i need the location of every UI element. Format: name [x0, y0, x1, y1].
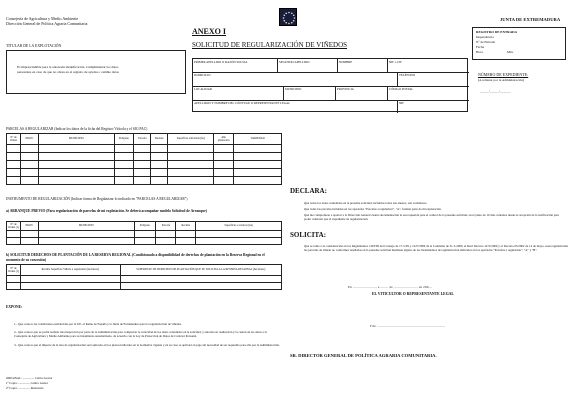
titular-note-2: personales en caso de que no obren en el registro de ayudas o cambie datos — [17, 70, 119, 74]
titular-box — [6, 50, 186, 94]
parcelas-title: PARCELAS A REGULARIZAR (Indicar los datos de la ficha del Registro Vitícola y el SIG PAC) — [6, 127, 148, 131]
arranque-header-poligono: Polígono — [134, 222, 156, 231]
field-municipio[interactable]: MUNICIPIO — [285, 87, 302, 91]
footer-note-original: ORIGINAL: ............... Centro Gestor — [6, 376, 53, 380]
reserva-header-derechos: SUPERFICIE DE DERECHOS DE PLANTACIÓN QUE SE SOLICITA A LA RESERVA REGIONAL (hectáreas) — [120, 265, 281, 276]
declara-item-2: Que todas las parcelas incluidas en los apartados "Parcelas a regularizar", "A", forman parte de mi explotación. — [304, 207, 442, 211]
eu-stars-icon — [280, 9, 298, 27]
table-row[interactable] — [7, 145, 282, 153]
table-row[interactable] — [7, 169, 282, 177]
registry-title: REGISTRO DE ENTRADA — [476, 30, 518, 34]
instrumento-title: INSTRUMENTO DE REGULARIZACIÓN (Indicar forma de Regularizar lo indicado en "PARCELAS A REGULARIZAR") — [6, 197, 188, 201]
parcelas-header-variedad: VARIEDAD — [234, 134, 282, 145]
arranque-header-recinto: Recinto — [176, 222, 196, 231]
field-nombre[interactable]: NOMBRE — [339, 60, 353, 64]
signature-label: EL VITICULTOR O REPRESENTANTE LEGAL — [372, 292, 454, 296]
parcelas-header-anio: Año plantación — [214, 134, 234, 145]
annex-title: ANEXO I — [192, 27, 227, 36]
declara-title: DECLARA: — [290, 187, 327, 195]
table-row[interactable] — [7, 276, 282, 283]
parcelas-header-orden: Nº de Orden — [7, 134, 21, 145]
footer-note-copia-1: 1ª Copia: ............... Centro Gestor — [6, 381, 49, 385]
arranque-header-orden: Nº de Orden (1) — [8, 222, 19, 229]
reserva-header-orden: Nº de Orden (1) — [7, 265, 21, 276]
field-representante[interactable]: APELLIDOS Y NOMBRE DEL CÓNYUGE O REPRESENTANTE LEGAL — [194, 101, 291, 105]
table-row[interactable] — [7, 161, 282, 169]
field-domicilio[interactable]: DOMICILIO — [194, 73, 211, 77]
parcelas-header-poligono: Polígono — [114, 134, 134, 145]
registry-box — [472, 27, 566, 60]
arranque-title: a) ARRANQUE PREVIO (Para regularización de parcelas de mi explotación. Se deberá acompañar modelo Solicitud de Arranque) — [6, 209, 207, 213]
declara-item-3: Que me comprometo a aportar a la Dirección General cuanta documentación le sea requerida para el control de la presente solicitud, en el plazo de 10 días contados desde la recepción de la notificación para poder constatar que el expediente de regularización. — [304, 213, 560, 221]
expediente-field[interactable]: _____/_____/______ — [480, 89, 511, 93]
page-title: SOLICITUD DE REGULARIZACIÓN DE VIÑEDOS — [192, 41, 348, 49]
parcelas-header-parcela: Parcela — [134, 134, 151, 145]
field-provincia[interactable]: PROVINCIA — [337, 87, 354, 91]
registry-dependencia: Dependencia — [476, 35, 494, 39]
table-row[interactable] — [7, 231, 282, 238]
reserva-header-superficie-vinedo: Recinto Superficie Viñedo a regularizar (hectáreas) — [20, 265, 120, 276]
addressee: SR. DIRECTOR GENERAL DE POLÍTICA AGRARIA COMUNITARIA. — [290, 353, 437, 358]
registry-minutes: Min. — [507, 50, 514, 54]
table-row[interactable] — [7, 283, 282, 290]
declara-item-1: Que todos los datos contenidos en la presente solicitud, incluidos todos sus anexos, son verdaderos. — [304, 201, 428, 205]
place-date-line[interactable]: En ......................., a ........ de ........................ de 200.... — [348, 285, 433, 289]
field-primer-apellido[interactable]: PRIMER APELLIDO O RAZÓN SOCIAL — [194, 60, 248, 64]
field-telefono[interactable]: TELÉFONO — [399, 73, 415, 77]
parcelas-header-prov: PROV. — [20, 134, 38, 145]
arranque-header-prov: PROV. — [20, 222, 38, 231]
arranque-header-municipio: MUNICIPIO — [38, 222, 134, 231]
titular-note-1: Es imprescindible para la adecuada identificación. Cumplimentar los datos — [17, 65, 119, 69]
registry-hour: Hora — [476, 50, 483, 54]
org-line-1: Consejería de Agricultura y Medio Ambiente — [6, 16, 79, 21]
table-row[interactable] — [7, 177, 282, 185]
signature-field[interactable]: Fdo: .................................................................... — [370, 324, 446, 328]
solicita-text: Que se tome a la consideración en los Reglamentos 1493/99 del Consejo de 17-5-99 y 1227/2000 de la Comisión de 31-5-2000, el Real Decreto 1472/2000 y el Decreto 65/2002 de 14 de mayo, sean regularizadas las parcelas de viñedo no conformes reseñadas en la presente solicitud mediante alguno de los instrumentos de regularización indicados en los apartados "Parcelas a regularizar", "A" y "B". — [304, 244, 568, 252]
eu-emblem — [279, 8, 297, 26]
footer-note-copia-2: 2ª Copia: ............... Interesado — [6, 386, 44, 390]
arranque-table — [6, 221, 282, 245]
field-segundo-apellido[interactable]: SEGUNDO APELLIDO — [279, 60, 310, 64]
arranque-header-parcela: Parcela — [156, 222, 176, 231]
expone-item-1: 1.- Que conoce las condiciones establecidas por la UE, el Reino de España y la Junta de Extremadura para la regularización de viñedos. — [14, 322, 182, 326]
table-row[interactable] — [7, 153, 282, 161]
reserva-table — [6, 264, 282, 290]
expone-item-3: 3.- Que conoce que el importe de la tasa de regularización será aplicado en los plazos indicados en la normativa vigente y en su caso se aplicará el pago sin necesidad de ser requerido para ello por la Administración. — [14, 343, 280, 347]
field-nif-cif[interactable]: NIF o CIF — [389, 60, 402, 64]
junta-label: JUNTA DE EXTREMADURA — [500, 17, 561, 22]
expediente-label: NÚMERO DE EXPEDIENTE: — [478, 72, 529, 77]
arranque-header-superficie: Superficie a arrancar (ha) — [196, 222, 282, 231]
table-row[interactable] — [7, 238, 282, 245]
parcelas-header-recinto: Recinto — [151, 134, 168, 145]
field-localidad[interactable]: LOCALIDAD — [194, 87, 213, 91]
parcelas-header-municipio: MUNICIPIO — [38, 134, 114, 145]
personal-data-grid — [192, 58, 468, 112]
expone-title: EXPONE: — [6, 305, 23, 309]
field-representante-nif[interactable]: NIF — [399, 101, 404, 105]
solicita-title: SOLICITA: — [290, 231, 327, 239]
parcelas-table — [6, 133, 282, 185]
titular-title: TITULAR DE LA EXPLOTACIÓN — [6, 44, 62, 48]
field-codigo-postal[interactable]: CÓDIGO POSTAL — [389, 87, 414, 91]
org-line-2: Dirección General de Política Agraria Comunitaria — [6, 21, 88, 26]
registry-entry-number: Nº de Entrada — [476, 40, 495, 44]
parcelas-header-superficie: Superficie solicitada (ha) — [168, 134, 214, 145]
registry-date: Fecha — [476, 45, 485, 49]
expone-item-2: 2.- Que conoce que se podrá realizar una inspección por parte de la Administración para comprobar la veracidad de los datos contenidos en la solicitud, y autoriza su realización y la cesión de los datos a la Consejería de Agricultura y Medio Ambiente para su tratamiento automatizado, de acuerdo con la Ley de Protección de Datos de Carácter Personal. — [14, 330, 267, 338]
expediente-note: (A rellenar por la Administración) — [478, 78, 525, 82]
reserva-title: b) SOLICITUD DERECHOS DE PLANTACIÓN DE LA RESERVA REGIONAL (Condicionado a disponibilidad de derechos de plantación en la Reserva Regional en el momento de su concesión) — [6, 253, 265, 262]
